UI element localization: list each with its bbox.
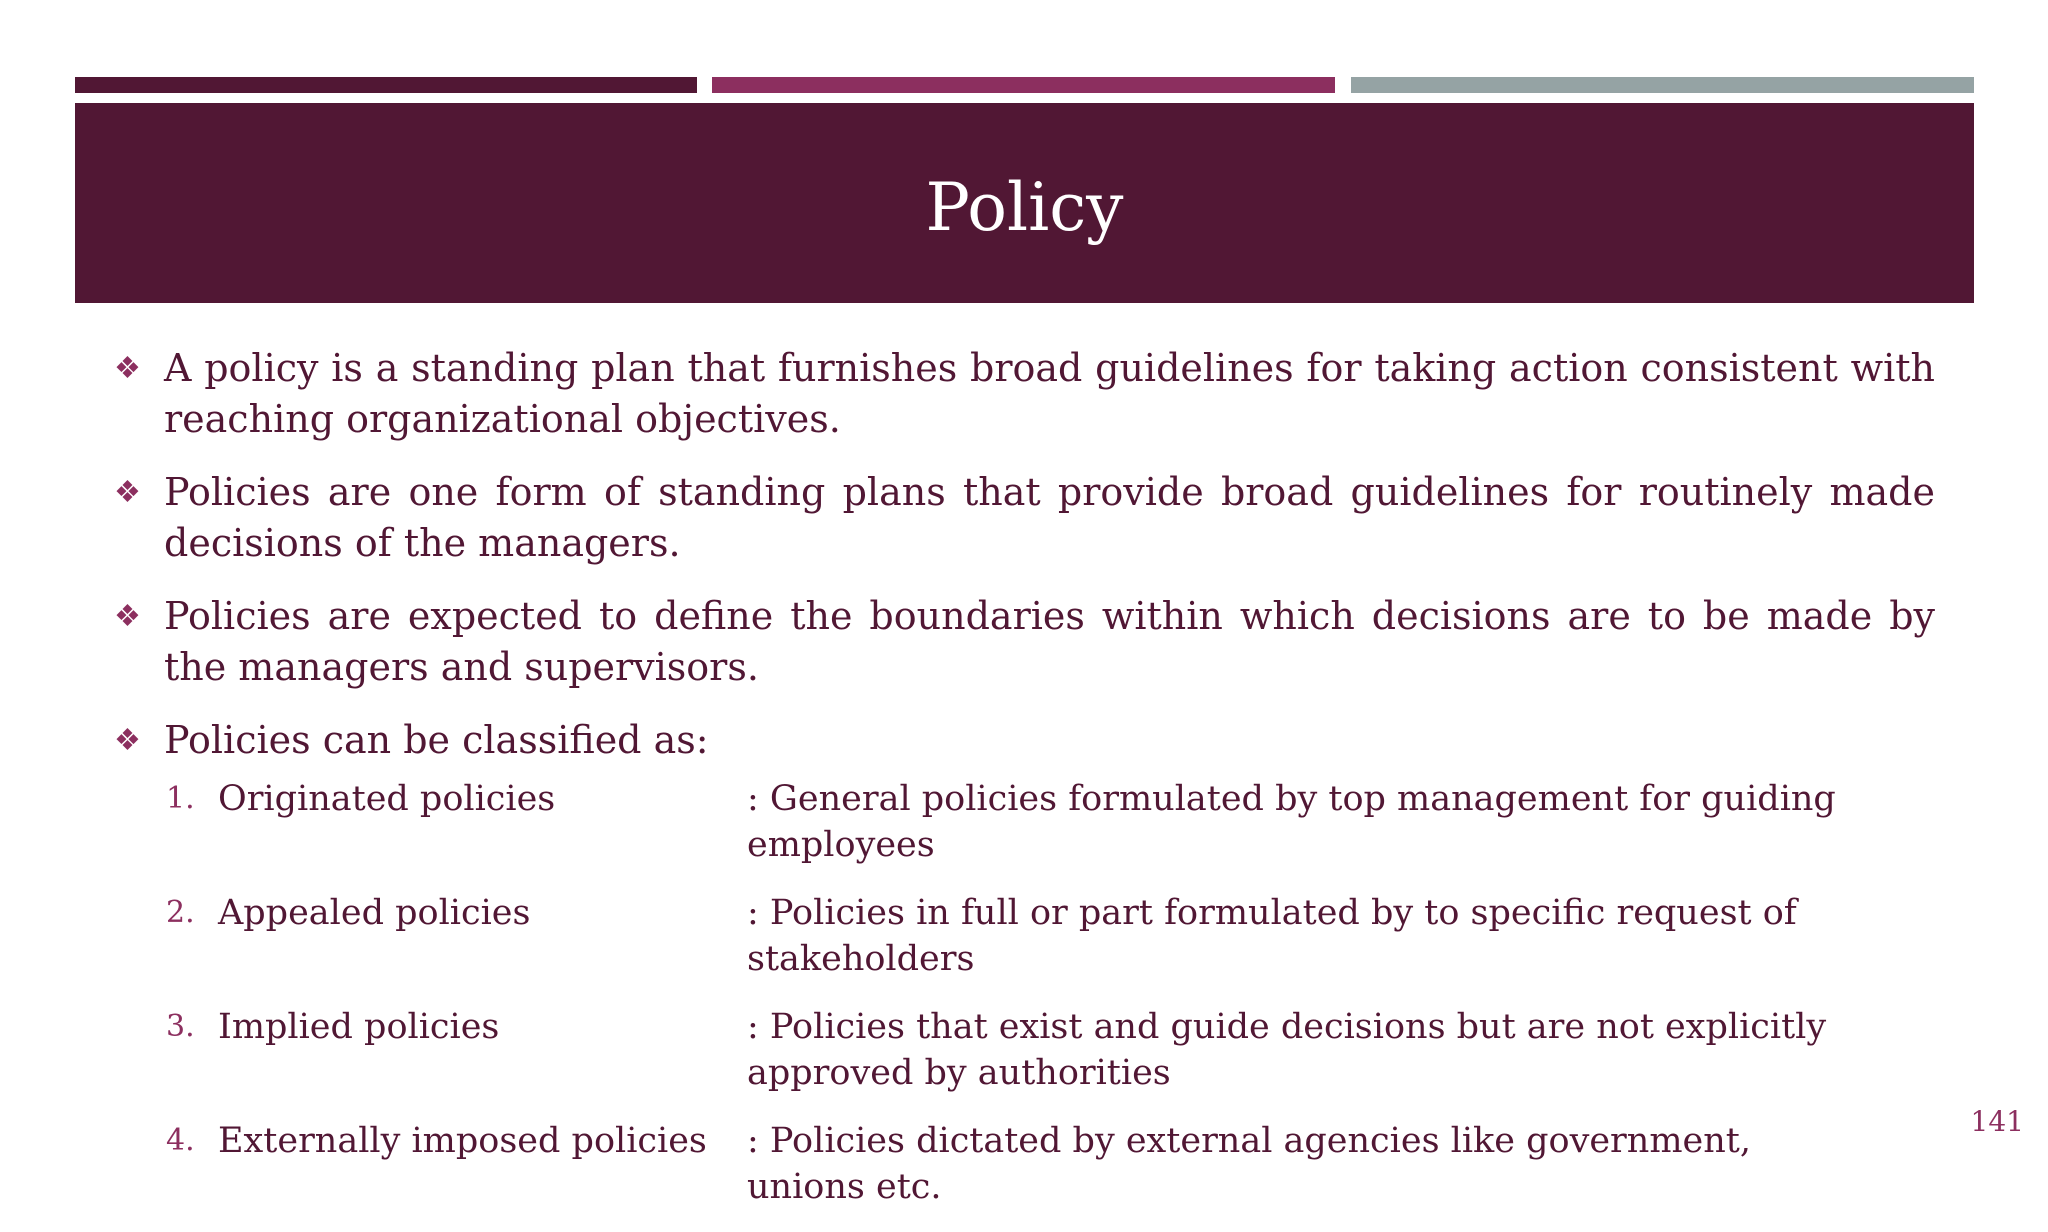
item-name: Externally imposed policies — [218, 1121, 707, 1161]
item-description: : Policies dictated by external agencies like government, unions etc. — [747, 1121, 1751, 1207]
item-number: 2. — [166, 895, 195, 930]
diamond-bullet-icon: ❖ — [114, 599, 141, 634]
slide-content — [112, 343, 1935, 1232]
bullet-text: Policies can be classified as: — [164, 718, 709, 762]
item-number: 1. — [166, 781, 195, 816]
item-name: Appealed policies — [218, 893, 531, 933]
diamond-bullet-icon: ❖ — [114, 351, 141, 386]
accent-bar-secondary — [712, 77, 1335, 93]
bullet-text: A policy is a standing plan that furnishes broad guidelines for taking action consistent with reaching organizational objectives. — [164, 346, 1935, 441]
classification-list — [112, 776, 1935, 1210]
accent-bar-primary — [75, 77, 697, 93]
bullet-item — [112, 715, 1935, 766]
item-description: : Policies in full or part formulated by to specific request of stakeholders — [747, 893, 1797, 979]
diamond-bullet-icon: ❖ — [114, 475, 141, 510]
bullet-item — [112, 343, 1935, 445]
bullet-text: Policies are one form of standing plans that provide broad guidelines for routinely made decisions of the managers. — [164, 470, 1935, 565]
page-number: 141 — [1970, 1105, 2024, 1138]
bullet-item — [112, 591, 1935, 693]
item-name: Implied policies — [218, 1007, 500, 1047]
classification-item — [166, 890, 1935, 982]
classification-item — [166, 1004, 1935, 1096]
item-description: : Policies that exist and guide decisions but are not explicitly approved by authorities — [747, 1007, 1827, 1093]
item-description: : General policies formulated by top management for guiding employees — [747, 779, 1836, 865]
slide-title: Policy — [925, 168, 1124, 246]
title-band — [75, 103, 1974, 303]
item-number: 3. — [166, 1009, 195, 1044]
bullet-item — [112, 467, 1935, 569]
bullet-text: Policies are expected to define the boundaries within which decisions are to be made by the managers and supervisors. — [164, 594, 1935, 689]
item-name: Originated policies — [218, 779, 556, 819]
diamond-bullet-icon: ❖ — [114, 723, 141, 758]
item-number: 4. — [166, 1123, 195, 1158]
accent-bar-tertiary — [1351, 77, 1974, 93]
classification-item — [166, 776, 1935, 868]
classification-item — [166, 1118, 1935, 1210]
